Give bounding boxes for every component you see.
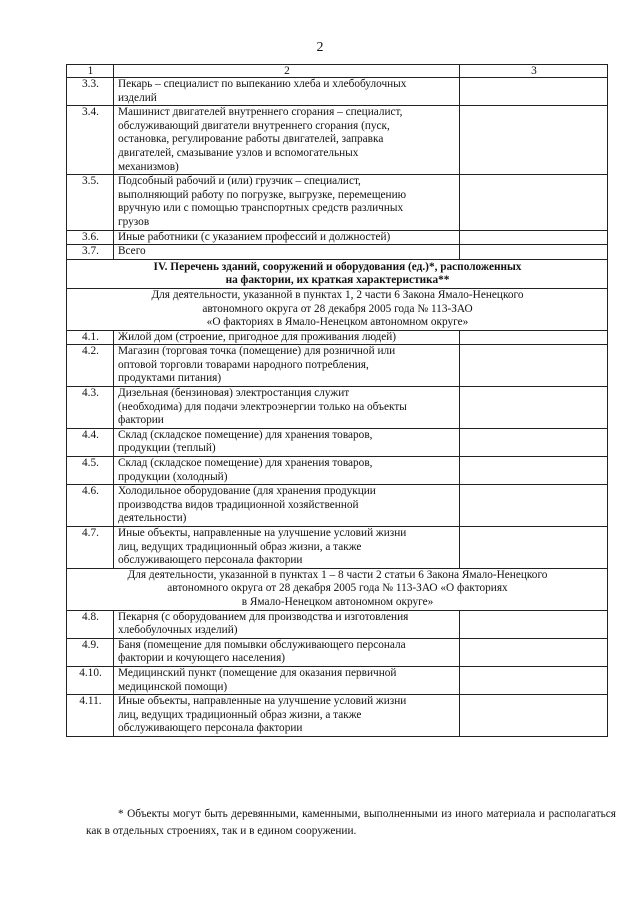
text-line: Подсобный рабочий и (или) грузчик – специалист, [118, 175, 361, 188]
text-line: производства видов традиционной хозяйственной [118, 498, 359, 511]
row-number: 4.9. [67, 638, 114, 666]
text-line: автономного округа от 28 декабря 2005 года № 113-ЗАО [202, 302, 473, 315]
table-row [67, 485, 608, 527]
row-number: 4.7. [67, 527, 114, 569]
row-number: 4.1. [67, 330, 114, 345]
row-description [114, 387, 460, 429]
row-number: 4.6. [67, 485, 114, 527]
row-number: 3.4. [67, 106, 114, 175]
subheading [67, 568, 608, 610]
text-line: IV. Перечень зданий, сооружений и оборудования (ед.)*, расположенных [153, 260, 522, 273]
row-value-cell [460, 245, 608, 260]
row-value-cell [460, 345, 608, 387]
row-number: 3.7. [67, 245, 114, 260]
text-line: Жилой дом (строение, пригодное для проживания людей) [118, 330, 397, 343]
text-line: Иные объекты, направленные на улучшение условий жизни [118, 695, 407, 708]
row-number: 4.10. [67, 666, 114, 694]
page-number: 2 [316, 40, 324, 55]
row-description [114, 330, 460, 345]
text-line: Пекарь – специалист по выпеканию хлеба и хлебобулочных [118, 78, 407, 90]
row-description [114, 245, 460, 260]
row-description [114, 106, 460, 175]
table-row [67, 428, 608, 456]
row-number: 3.3. [67, 78, 114, 106]
text-line: (необходима) для подачи электроэнергии только на объекты [118, 400, 407, 413]
text-line: на фактории, их краткая характеристика** [225, 274, 450, 287]
text-line: Магазин (торговая точка (помещение) для розничной или [118, 345, 396, 358]
footnote: * Объекты могут быть деревянными, каменными, выполненными из иного материала и располагаться как в отдельных строениях, так и в едином сооружении. [86, 808, 616, 837]
subheading-cell [67, 288, 608, 330]
text-line: автономного округа от 28 декабря 2005 года № 113-ЗАО «О факториях [167, 582, 508, 595]
text-line: продукции (холодный) [118, 470, 228, 483]
text-line: медицинской помощи) [118, 680, 228, 693]
row-description [114, 78, 460, 106]
text-line: деятельности) [118, 512, 187, 525]
row-value-cell [460, 638, 608, 666]
row-description [114, 345, 460, 387]
row-number: 3.6. [67, 230, 114, 245]
row-number: 3.5. [67, 175, 114, 230]
row-value-cell [460, 230, 608, 245]
row-value-cell [460, 387, 608, 429]
text-line: в Ямало-Ненецком автономном округе» [241, 595, 434, 608]
text-line: Пекарня (с оборудованием для производства и изготовления [118, 610, 409, 623]
row-description [114, 230, 460, 245]
text-line: «О факториях в Ямало-Ненецком автономном округе» [206, 316, 469, 329]
column-header: 3 [460, 65, 608, 78]
section-title-cell [67, 259, 608, 288]
text-line: Машинист двигателей внутреннего сгорания – специалист, [118, 106, 403, 119]
text-line: обслуживающего персонала фактории [118, 554, 303, 567]
text-line: хлебобулочных изделий) [118, 624, 238, 637]
table-row [67, 106, 608, 175]
row-value-cell [460, 106, 608, 175]
table-row [67, 245, 608, 260]
row-description [114, 638, 460, 666]
text-line: выполняющий работу по погрузке, выгрузке, перемещению [118, 188, 407, 201]
row-description [114, 428, 460, 456]
text-line: Иные работники (с указанием профессий и должностей) [118, 230, 391, 243]
table-row [67, 78, 608, 106]
table-row [67, 457, 608, 485]
row-value-cell [460, 695, 608, 737]
text-line: грузов [118, 215, 150, 228]
row-number: 4.2. [67, 345, 114, 387]
row-description [114, 666, 460, 694]
text-line: изделий [118, 91, 157, 104]
table-row [67, 610, 608, 638]
row-value-cell [460, 78, 608, 106]
text-line: продукции (теплый) [118, 442, 216, 455]
text-line: лиц, ведущих традиционный образ жизни, а также [118, 708, 362, 721]
row-value-cell [460, 175, 608, 230]
text-line: Дизельная (бензиновая) электростанция служит [118, 387, 350, 400]
table-row [67, 638, 608, 666]
table-row [67, 387, 608, 429]
table-row [67, 666, 608, 694]
table-row [67, 230, 608, 245]
text-line: Для деятельности, указанной в пунктах 1, 2 части 6 Закона Ямало-Ненецкого [151, 288, 524, 301]
table-header-row [67, 65, 608, 78]
text-line: двигателей, смазывание узлов и вспомогательных [118, 146, 359, 159]
table-row [67, 330, 608, 345]
row-number: 4.11. [67, 695, 114, 737]
row-number: 4.8. [67, 610, 114, 638]
column-header: 1 [67, 65, 114, 78]
text-line: лиц, ведущих традиционный образ жизни, а также [118, 540, 362, 553]
text-line: продуктами питания) [118, 372, 222, 385]
text-line: Иные объекты, направленные на улучшение условий жизни [118, 527, 407, 539]
row-value-cell [460, 527, 608, 569]
row-number: 4.3. [67, 387, 114, 429]
text-line: вручную или с помощью транспортных средств различных [118, 202, 404, 215]
text-line: Для деятельности, указанной в пунктах 1 – 8 части 2 статьи 6 Закона Ямало-Ненецкого [127, 568, 548, 581]
text-line: фактории и кочующего населения) [118, 652, 286, 665]
text-line: фактории [118, 414, 164, 427]
row-number: 4.4. [67, 428, 114, 456]
text-line: механизмов) [118, 160, 179, 173]
table-row [67, 527, 608, 569]
row-value-cell [460, 666, 608, 694]
subheading [67, 288, 608, 330]
text-line: остановка, регулирование работы двигателей, заправка [118, 133, 384, 146]
section-title [67, 259, 608, 288]
row-description [114, 695, 460, 737]
text-line: Баня (помещение для помывки обслуживающего персонала [118, 638, 406, 651]
text-line: Медицинский пункт (помещение для оказания первичной [118, 666, 397, 679]
row-value-cell [460, 428, 608, 456]
subheading-cell [67, 568, 608, 610]
text-line: обслуживающий двигатели внутреннего сгорания (пуск, [118, 119, 390, 132]
table-row [67, 345, 608, 387]
row-description [114, 610, 460, 638]
column-header: 2 [114, 65, 460, 78]
table-row [67, 695, 608, 737]
row-description [114, 457, 460, 485]
facility-table [66, 64, 608, 737]
text-line: Холодильное оборудование (для хранения продукции [118, 485, 376, 498]
row-description [114, 175, 460, 230]
text-line: Склад (складское помещение) для хранения товаров, [118, 457, 373, 470]
row-description [114, 527, 460, 569]
table-row [67, 175, 608, 230]
row-value-cell [460, 485, 608, 527]
text-line: обслуживающего персонала фактории [118, 722, 303, 735]
row-value-cell [460, 457, 608, 485]
text-line: оптовой торговли товарами народного потребления, [118, 358, 369, 371]
row-number: 4.5. [67, 457, 114, 485]
row-value-cell [460, 330, 608, 345]
row-value-cell [460, 610, 608, 638]
row-description [114, 485, 460, 527]
text-line: Склад (складское помещение) для хранения товаров, [118, 428, 373, 441]
text-line: Всего [118, 245, 146, 258]
